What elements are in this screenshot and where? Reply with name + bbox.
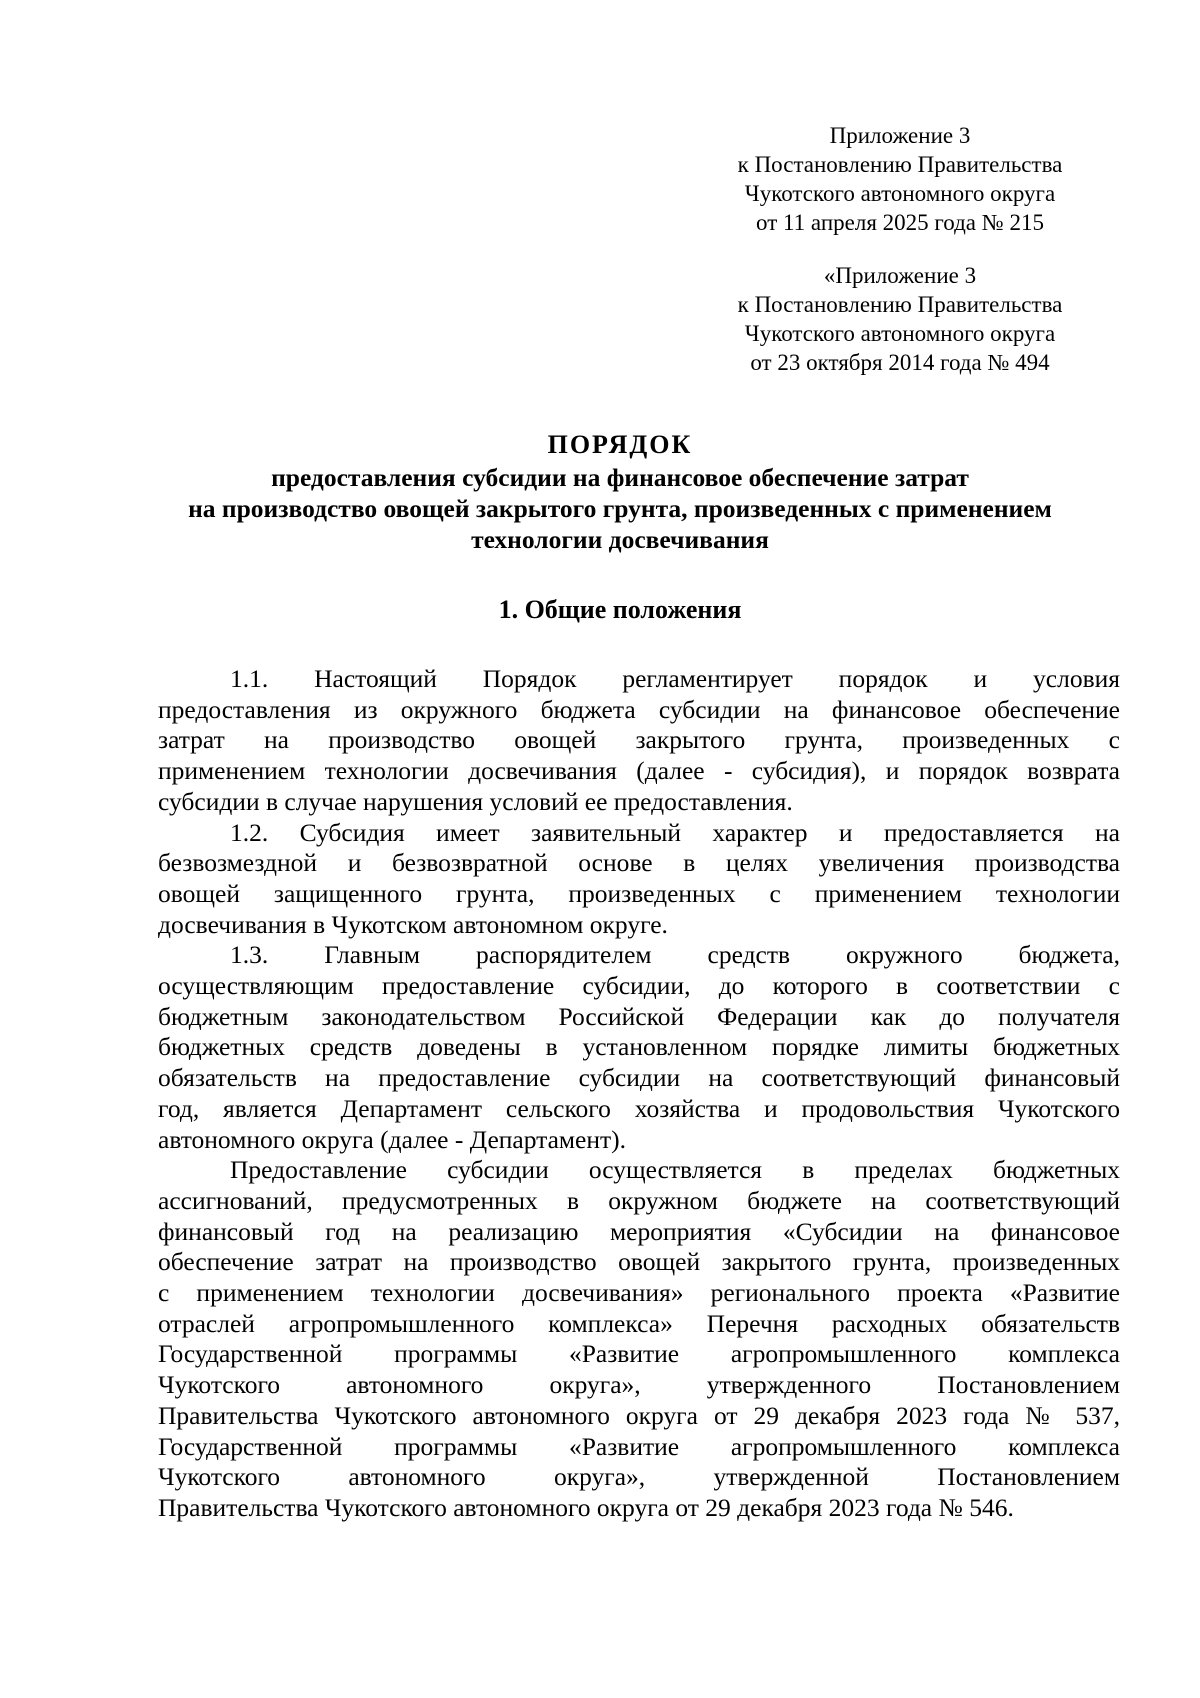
text-line: Чукотского автономного округа», утвержденной Постановлением [158,1462,1120,1492]
text-line: Государственной программы «Развитие агропромышленного комплекса [158,1431,1120,1461]
text-line: с применением технологии досвечивания» регионального проекта «Развитие [158,1278,1120,1308]
text-line: обязательств на предоставление субсидии на соответствующий финансовый [158,1063,1120,1093]
appendix-current-line: к Постановлению Правительства [737,152,1063,177]
appendix-original-reference [735,261,1065,377]
paragraph-1-1 [158,664,1120,818]
subtitle-line: на производство овощей закрытого грунта, произведенных с применением [188,494,1052,523]
paragraph-budget [158,1155,1120,1523]
appendix-original-line: Чукотского автономного округа [744,321,1056,346]
appendix-current-line: Приложение 3 [829,123,971,148]
text-line: год, является Департамент сельского хозяйства и продовольствия Чукотского [158,1093,1120,1123]
text-line: затрат на производство овощей закрытого грунта, произведенных с [158,725,1120,755]
text-line: бюджетным законодательством Российской Федерации как до получателя [158,1001,1120,1031]
text-line: Государственной программы «Развитие агропромышленного комплекса [158,1339,1120,1369]
text-line: безвозмездной и безвозвратной основе в целях увеличения производства [158,848,1120,878]
text-line: применением технологии досвечивания (далее - субсидия), и порядок возврата [158,756,1120,786]
text-line: 1.1. Настоящий Порядок регламентирует порядок и условия [230,664,1120,693]
text-line: обеспечение затрат на производство овощей закрытого грунта, произведенных [158,1247,1120,1277]
text-line: 1.3. Главным распорядителем средств окружного бюджета, [230,940,1120,970]
text-line: овощей защищенного грунта, произведенных с применением технологии [158,878,1120,908]
text-line: Правительства Чукотского автономного округа от 29 декабря 2023 года № 546. [158,1492,1014,1522]
appendix-original-line: от 23 октября 2014 года № 494 [750,350,1050,375]
document-title-block [150,430,1090,555]
appendix-original-line: к Постановлению Правительства [737,292,1063,317]
section-heading: 1. Общие положения [498,595,742,624]
subtitle-line: технологии досвечивания [471,525,769,554]
document-body [158,664,1120,1524]
text-line: автономного округа (далее - Департамент). [158,1124,627,1154]
text-line: досвечивания в Чукотском автономном округе. [158,909,668,939]
text-line: бюджетных средств доведены в установленном порядке лимиты бюджетных [158,1032,1120,1062]
paragraph-1-3 [158,940,1120,1155]
text-line: Правительства Чукотского автономного округа от 29 декабря 2023 года № 537, [158,1400,1120,1430]
document-subtitle [150,462,1090,555]
paragraph-1-2 [158,818,1120,941]
text-line: 1.2. Субсидия имеет заявительный характер и предоставляется на [230,817,1120,847]
text-line: ассигнований, предусмотренных в окружном бюджете на соответствующий [158,1185,1120,1215]
text-line: субсидии в случае нарушения условий ее предоставления. [158,786,793,816]
text-line: Предоставление субсидии осуществляется в пределах бюджетных [230,1155,1120,1185]
document-title: ПОРЯДОК [547,430,693,459]
appendix-current-line: Чукотского автономного округа [744,181,1056,206]
text-line: отраслей агропромышленного комплекса» Перечня расходных обязательств [158,1308,1120,1338]
subtitle-line: предоставления субсидии на финансовое обеспечение затрат [271,463,969,492]
text-line: финансовый год на реализацию мероприятия «Субсидии на финансовое [158,1216,1120,1246]
text-line: осуществляющим предоставление субсидии, до которого в соответствии с [158,971,1120,1001]
text-line: предоставления из окружного бюджета субсидии на финансовое обеспечение [158,694,1120,724]
text-line: Чукотского автономного округа», утвержденного Постановлением [158,1370,1120,1400]
appendix-current-line: от 11 апреля 2025 года № 215 [756,210,1044,235]
appendix-original-line: «Приложение 3 [823,263,977,288]
appendix-current-reference [735,121,1065,237]
